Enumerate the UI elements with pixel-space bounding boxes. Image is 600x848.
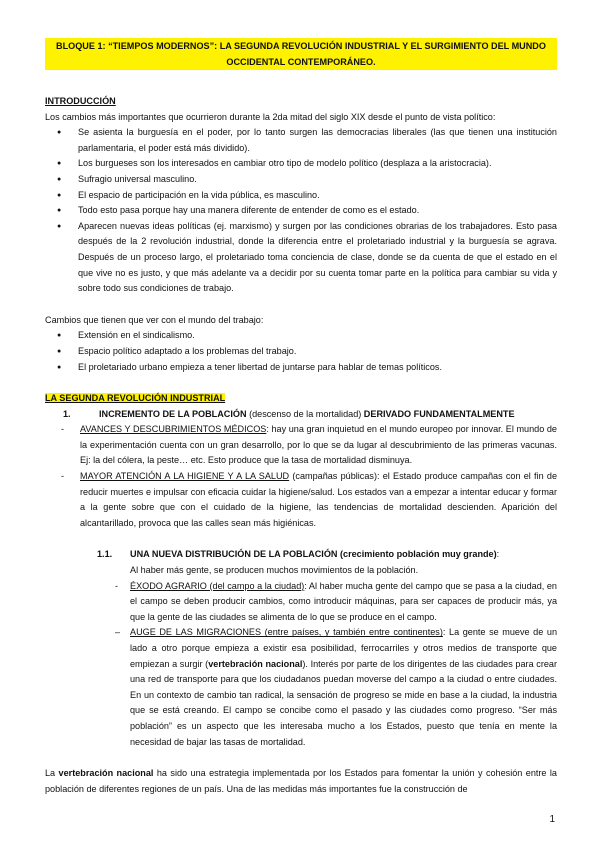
vertebracion-term-final: vertebración nacional (58, 768, 154, 779)
work-bullet-list (45, 328, 557, 375)
numbered-item-1 (45, 407, 557, 423)
page-number: 1 (549, 814, 555, 825)
title-line-2: OCCIDENTAL CONTEMPORÁNEO. (226, 57, 376, 67)
subsection-heading: UNA NUEVA DISTRIBUCIÓN DE LA POBLACIÓN (crecimiento población muy grande): (130, 549, 500, 560)
work-lead: Cambios que tienen que ver con el mundo del trabajo: (45, 314, 264, 325)
subsection-lead: Al haber más gente, se producen muchos movimientos de la población. (130, 565, 419, 576)
dash-item-medical: - AVANCES Y DESCUBRIMIENTOS MÉDICOS: hay una gran inquietud en el mundo europeo por innovar. El mundo de la experimentación cuenta con un gran desarrollo, por lo que se da lugar al descubrimiento de las primeras vacunas. Ej: la del cólera, la peste… etc. Esto produce que la tasa de mortalidad disminuya. (61, 424, 557, 466)
list-item: ● Aparecen nuevas ideas políticas (ej. marxismo) y surgen por las condiciones obrarias de los trabajadores. Esto pasa después de la 2 revolución industrial, donde la diferencia entre el proletariado industrial y la burguesía se agrava. Después de un proceso largo, el proletariado toma conciencia de clase, donde se da cuenta de que el estado en el que vive no es justo, y que más adelante va a decidir por su cuenta tomar parte en la política para cambiar su vida y sobre todo sus condiciones de trabajo. (78, 219, 557, 297)
list-item: ● El proletariado urbano empieza a tener libertad de juntarse para hablar de temas políticos. (78, 360, 557, 376)
medical-text: : hay una gran inquietud en el mundo europeo por innovar. El mundo de la experimentación cuenta con un gran desarrollo, por lo que se da lugar al descubrimiento de las primeras vacunas. Ej: la del cólera, la peste… etc. Esto produce que la tasa de mortalidad disminuya. (80, 424, 557, 466)
list-item: ● Espacio político adaptado a los problemas del trabajo. (78, 344, 557, 360)
dash-item-hygiene: - MAYOR ATENCIÓN A LA HIGIENE Y A LA SALUD (campañas públicas): el Estado produce campañas con el fin de reducir muertes e impulsar con eficacia cuidar la higiene/salud. Los estados van a empezar a intentar educar y formar a la gente sobre que con el cuidado de la higiene, las tendencias de mortalidad descienden. Aparición del alcantarillado, provoca que las calles sean más higiénicas. (61, 471, 558, 528)
subsection-number: 1.1. (97, 549, 113, 560)
second-revolution-heading (45, 391, 557, 407)
second-revolution-heading-text: LA SEGUNDA REVOLUCIÓN INDUSTRIAL (45, 393, 226, 404)
final-paragraph: La vertebración nacional ha sido una estrategia implementada por los Estados para fomentar la unión y cohesión entre la población de diferentes regiones de un país. Una de las medidas más importantes fue la construcción de (45, 768, 557, 794)
list-item: ● Todo esto pasa porque hay una manera diferente de entender de como es el estado. (78, 203, 557, 219)
intro-heading: INTRODUCCIÓN (45, 96, 116, 106)
document-title (45, 38, 557, 70)
item-heading: INCREMENTO DE LA POBLACIÓN (descenso de la mortalidad) DERIVADO FUNDAMENTALMENTE (99, 408, 515, 419)
intro-bullet-list (45, 125, 557, 297)
subsection-1-1 (45, 547, 557, 563)
medical-label: AVANCES Y DESCUBRIMIENTOS MÉDICOS (80, 424, 267, 435)
dash-item-migraciones: – AUGE DE LAS MIGRACIONES (entre países, y también entre continentes): La gente se mueve de un lado a otro porque empieza a existir esa posibilidad, ferrocarriles y otros medios de transporte que empiezan a surgir (vertebración nacional). Interés por parte de los dirigentes de las ciudades para crear una red de transporte para que los ciudadanos puedan moverse del campo a la ciudad o entre ciudades. En un contexto de cambio tan radical, la sensación de progreso se mide en base a la ciudad, la industria que se está creando. El campo se concibe como el pasado y las ciudades como progreso. “Ser más población” es un aspecto que les interesaba mucho a los Estados, puesto que tenía en mente la necesidad de bajar las tasas de mortalidad. (115, 627, 558, 747)
list-item: ● Sufragio universal masculino. (78, 172, 557, 188)
document-page (45, 38, 557, 797)
exodo-text: : Al haber mucha gente del campo que se pasa a la ciudad, en el campo se deben producir cambios, como introducir máquinas, para ser capaces de producir más, ya que la gente de las ciudades se alimenta de lo que se produce en el campo. (130, 580, 557, 622)
title-line-1: BLOQUE 1: “TIEMPOS MODERNOS”: LA SEGUNDA REVOLUCIÓN INDUSTRIAL Y EL SURGIMIENTO DEL MUNDO (56, 41, 546, 51)
exodo-label: ÉXODO AGRARIO (del campo a la ciudad) (130, 580, 305, 591)
dash-item-exodo: - ÉXODO AGRARIO (del campo a la ciudad): Al haber mucha gente del campo que se pasa a la ciudad, en el campo se deben producir cambios, como introducir máquinas, para ser capaces de producir más, ya que la gente de las ciudades se alimenta de lo que se produce en el campo. (115, 580, 557, 622)
list-item: ● Se asienta la burguesía en el poder, por lo tanto surgen las democracias liberales (las que tienen una institución parlamentaria, el poder está más dividido). (78, 125, 557, 156)
list-item: ● Los burgueses son los interesados en cambiar otro tipo de modelo político (desplaza a la aristocracia). (78, 156, 557, 172)
list-item: ● El espacio de participación en la vida pública, es masculino. (78, 188, 557, 204)
hygiene-label: MAYOR ATENCIÓN A LA HIGIENE Y A LA SALUD (80, 471, 290, 482)
list-item: ● Extensión en el sindicalismo. (78, 328, 557, 344)
intro-lead: Los cambios más importantes que ocurrieron durante la 2da mitad del siglo XIX desde el punto de vista político: (45, 111, 496, 122)
vertebracion-term: vertebración nacional (208, 658, 303, 669)
migraciones-label: AUGE DE LAS MIGRACIONES (entre países, y también entre continentes) (130, 627, 443, 638)
hygiene-text: (campañas públicas): el Estado produce campañas con el fin de reducir muertes e impulsar con eficacia cuidar la higiene/salud. Los estados van a empezar a intentar educar y formar a la gente sobre que con el cuidado de la higiene, las tendencias de mortalidad descienden. Aparición del alcantarillado, provoca que las calles sean más higiénicas. (80, 471, 558, 528)
item-number: 1. (63, 408, 71, 419)
